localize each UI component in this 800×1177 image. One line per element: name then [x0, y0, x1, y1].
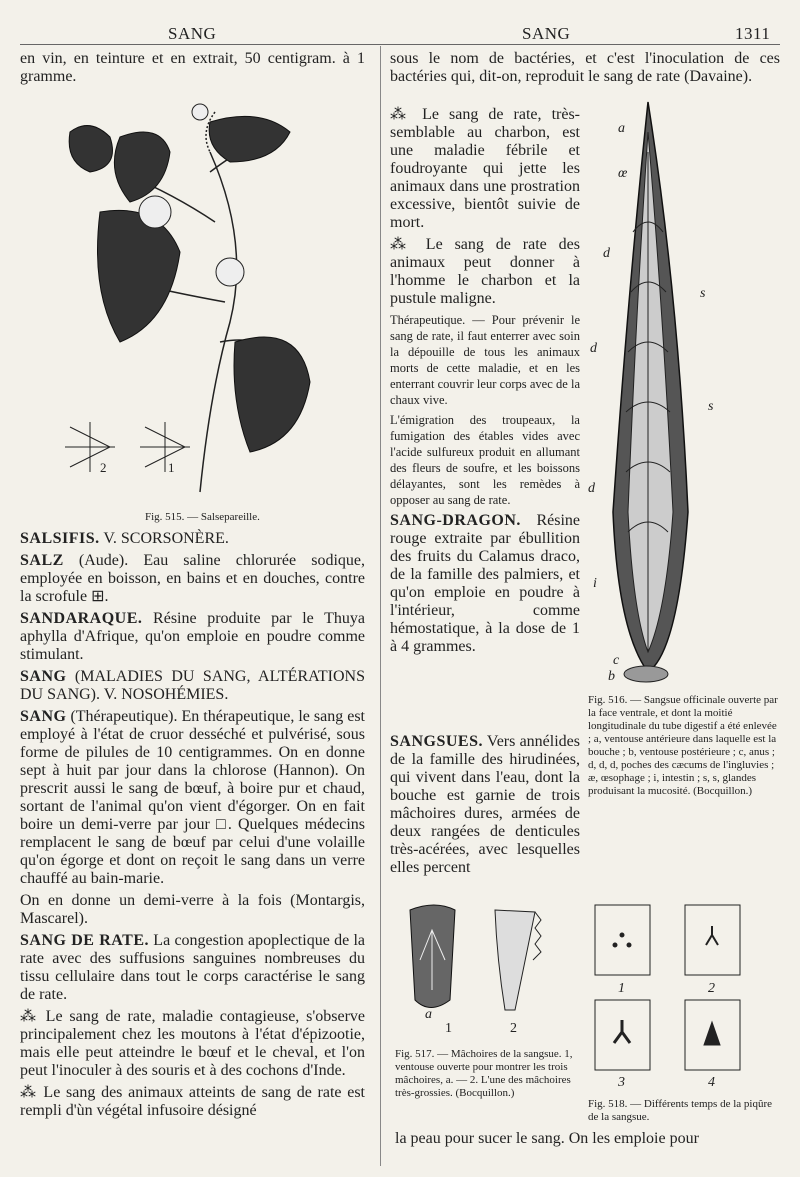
header-rule: [20, 44, 780, 45]
entry-headword: SANG-DRAGON.: [390, 512, 521, 529]
paragraph: L'émigration des troupeaux, la fumigation des étables vides avec l'acide sulfureux produit en allumant des fleurs de soufre, et les boissons délayantes, sont les remèdes à opposer au sang de rate.: [390, 413, 580, 507]
paragraph: Thérapeutique. — Pour prévenir le sang de rate, il faut enterrer avec soin la dépouille de tous les animaux morts de cette maladie, et en les enterrant couvrir leur corps avec de la chaux vive.: [390, 313, 580, 407]
fig-515-salsepareille-illustration: [50, 92, 350, 500]
entry-text: La congestion apoplectique de la rate avec des suffusions sanguines nombreuses du tissu cellulaire dans tout le corps caractérise le sang de rate.: [20, 932, 365, 1003]
fig-517-leech-jaws-illustration: [395, 900, 565, 1040]
entry-text: (Aude). Eau saline chlorurée sodique, employée en boisson, en bains et en douches, contre la scrofule ⊞.: [20, 552, 366, 605]
fig517-label: a: [425, 1007, 432, 1022]
fig517-label: 1: [445, 1021, 452, 1036]
fig-518-bite-stages-illustration: [590, 900, 770, 1090]
paragraph: la peau pour sucer le sang. On les emploie pour: [395, 1130, 699, 1147]
fig516-label: a: [618, 121, 625, 136]
fig516-label: c: [613, 653, 620, 668]
entry-text: Résine rouge extraite par ébullition des fruits du Calamus draco, de la famille des palmiers, et qu'on emploie en poudre à l'intérieur, comme hémostatique, à la dose de 1 à 4 grammes.: [390, 512, 580, 655]
fig-515-caption: Fig. 515. — Salsepareille.: [145, 511, 260, 523]
entry-text: (MALADIES DU SANG, ALTÉRATIONS DU SANG). V. NOSOHÉMIES.: [20, 668, 366, 703]
fig515-label: 1: [168, 460, 175, 475]
fig516-label: d: [603, 246, 610, 261]
fig516-label: d: [588, 481, 595, 496]
fig-516-leech-illustration: [588, 92, 780, 692]
paragraph: sous le nom de bactéries, et c'est l'inoculation de ces bactéries qui, dit-on, reproduit le sang de rate (Davaine).: [390, 50, 780, 85]
running-head-left: SANG: [168, 24, 217, 43]
paragraph: en vin, en teinture et en extrait, 50 centigram. à 1 gramme.: [20, 50, 365, 85]
fig518-label: 1: [618, 981, 625, 996]
fig-516-caption: Fig. 516. — Sangsue officinale ouverte par la face ventrale, et dont la moitié longitudinale du tube digestif a été enlevée ; a, ventouse antérieure dans laquelle est la bouche ; b, ventouse postérieure ; c, anus ; d, d, d, poches des cæcums de l'ingluvies ; æ, œsophage ; i, intestin ; s, s, glandes produisant la mucosité. (Bocquillon.): [588, 694, 778, 797]
left-col-top: [20, 50, 365, 90]
entry-headword: SANG DE RATE.: [20, 932, 150, 949]
paragraph: On en donne un demi-verre à la fois (Montargis, Mascarel).: [20, 892, 365, 927]
fig516-label: s: [700, 286, 706, 301]
fig518-label: 3: [618, 1075, 625, 1090]
fig-517-caption: Fig. 517. — Mâchoires de la sangsue. 1, ventouse ouverte pour montrer les trois mâchoires, a. — 2. L'une des mâchoires très-grossies. (Bocquillon.): [395, 1048, 573, 1099]
paragraph: ⁂ Le sang des animaux atteints de sang de rate est rempli d'ùn végétal infusoire désigné: [20, 1084, 365, 1119]
entry-text: Vers annélides de la famille des hirudinées, qui vivent dans l'eau, dont la bouche est garnie de trois mâchoires dures, armées de deux rangées de denticules très-acérées, avec lesquelles elles percent: [390, 733, 580, 876]
right-col-top: [390, 50, 780, 90]
fig515-label: 2: [100, 460, 107, 475]
paragraph: ⁂ Le sang de rate, très-semblable au charbon, est une maladie fébrile et foudroyante qui jette les animaux dans une prostration excessive, bientôt suivie de mort.: [390, 106, 580, 231]
fig516-label: s: [708, 399, 714, 414]
entry-headword: SANGSUES.: [390, 733, 483, 750]
entry-headword: SANG: [20, 668, 67, 685]
fig516-label: d: [590, 341, 597, 356]
fig518-label: 4: [708, 1075, 715, 1090]
right-col-sangsues: [390, 733, 580, 881]
entry-headword: SANG: [20, 708, 67, 725]
running-head-center: SANG: [522, 24, 571, 43]
entry-text: V. SCORSONÈRE.: [103, 530, 229, 547]
paragraph: ⁂ Le sang de rate, maladie contagieuse, s'observe principalement chez les moutons à l'état d'épizootie, mais elle peut atteindre le bœuf et le cheval, et l'on peut l'inoculer à des souris et à des cochons d'Inde.: [20, 1008, 365, 1079]
entry-text: (Thérapeutique). En thérapeutique, le sang est employé à l'état de cruor desséché et pulvérisé, sous forme de pilules de 10 centigrammes. On en donne sept à huit par jour dans la chlorose (Hannon). On prescrit aussi le sang de bœuf, à boire pur et chaud, sortant de l'animal qu'on vient d'égorger. On en fait boire un demi-verre par jour □. Quelques médecins remplacent le sang de bœuf par celui d'une volaille qu'on égorge et dont on reçoit le sang dans un verre chauffé au bain-marie.: [20, 708, 365, 887]
fig-518-caption: Fig. 518. — Différents temps de la piqûre de la sangsue.: [588, 1098, 773, 1123]
left-col-entries: [20, 530, 365, 1124]
page-number: 1311: [735, 24, 771, 43]
paragraph: ⁂ Le sang de rate des animaux peut donner à l'homme le charbon et la pustule maligne.: [390, 236, 580, 307]
entry-headword: SANDARAQUE.: [20, 610, 143, 627]
right-col-text: [390, 106, 580, 660]
right-col-bottom: [395, 1130, 780, 1152]
fig517-label: 2: [510, 1021, 517, 1036]
fig516-label: i: [593, 576, 597, 591]
entry-headword: SALZ: [20, 552, 64, 569]
column-divider: [380, 46, 381, 1166]
fig518-label: 2: [708, 981, 715, 996]
fig516-label: b: [608, 669, 615, 684]
entry-text: Résine produite par le Thuya aphylla d'Afrique, qu'on emploie en poudre comme stimulant.: [20, 610, 366, 663]
entry-headword: SALSIFIS.: [20, 530, 100, 547]
fig516-label: œ: [618, 166, 628, 181]
